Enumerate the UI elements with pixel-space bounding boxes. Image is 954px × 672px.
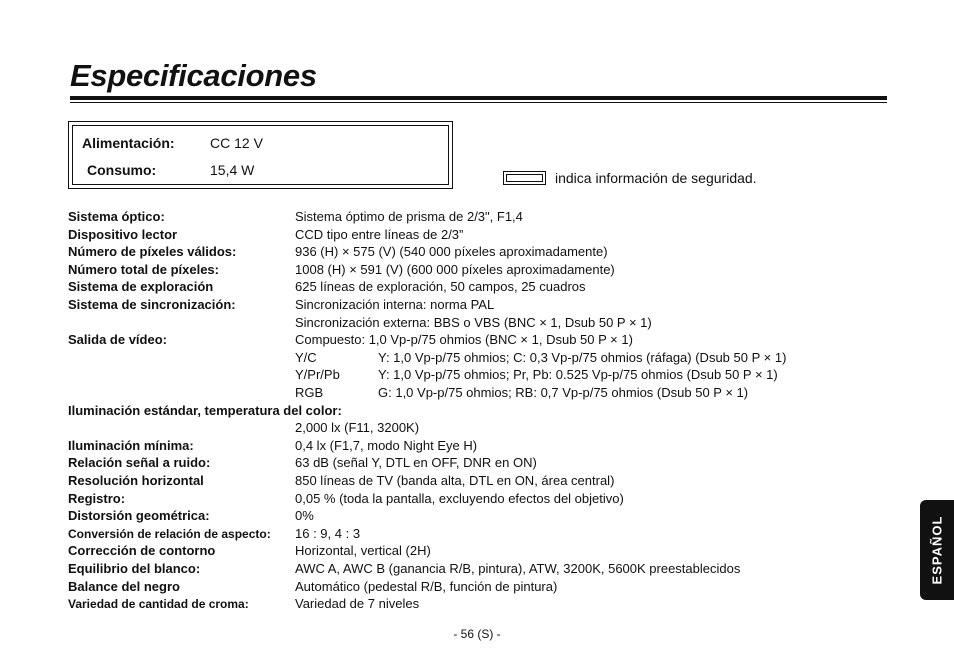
- spec-label: Registro:: [68, 490, 126, 506]
- spec-value: Automático (pedestal R/B, función de pintura): [295, 578, 558, 594]
- spec-value: AWC A, AWC B (ganancia R/B, pintura), ATW, 3200K, 5600K preestablecidos: [295, 561, 741, 576]
- spec-sub-label: Y/Pr/Pb: [295, 367, 340, 383]
- spec-label: Corrección de contorno: [68, 543, 216, 559]
- spec-value: 850 líneas de TV (banda alta, DTL en ON, área central): [295, 473, 615, 488]
- safety-note: indica información de seguridad.: [555, 170, 757, 186]
- spec-label: Distorsión geométrica:: [68, 508, 210, 524]
- spec-value: 0,05 % (toda la pantalla, excluyendo efectos del objetivo): [295, 490, 624, 506]
- spec-label: Resolución horizontal: [68, 473, 204, 488]
- spec-value: Horizontal, vertical (2H): [295, 543, 431, 559]
- spec-label: Relación señal a ruido:: [68, 455, 211, 471]
- language-tab-label: ESPAÑOL: [929, 515, 945, 585]
- spec-value: CCD tipo entre líneas de 2/3”: [295, 226, 464, 242]
- spec-label: Variedad de cantidad de croma:: [68, 597, 249, 612]
- spec-label: Sistema de exploración: [68, 279, 214, 295]
- spec-value: 625 líneas de exploración, 50 campos, 25 cuadros: [295, 279, 586, 295]
- spec-sub-label: Y/C: [295, 349, 317, 365]
- spec-label: Balance del negro: [68, 578, 180, 594]
- spec-sub-label: RGB: [295, 385, 324, 400]
- spec-sub-value: Y: 1,0 Vp-p/75 ohmios; Pr, Pb: 0.525 Vp-p/75 ohmios (Dsub 50 P × 1): [378, 367, 778, 383]
- spec-label: Iluminación mínima:: [68, 437, 194, 453]
- title-rule-thin: [70, 102, 887, 103]
- spec-value: Sincronización interna: norma PAL: [295, 297, 495, 312]
- spec-label: Sistema óptico:: [68, 209, 165, 224]
- spec-label: Número total de píxeles:: [68, 261, 219, 277]
- safety-symbol-icon: [503, 171, 546, 185]
- spec-value: 0%: [295, 508, 314, 524]
- spec-value: Compuesto: 1,0 Vp-p/75 ohmios (BNC × 1, Dsub 50 P × 1): [295, 332, 633, 348]
- consumo-value: 15,4 W: [210, 162, 255, 178]
- spec-value: 2,000 lx (F11, 3200K): [295, 420, 420, 436]
- spec-label: Salida de vídeo:: [68, 332, 167, 348]
- alimentacion-value: CC 12 V: [210, 135, 263, 151]
- spec-value: Sincronización externa: BBS o VBS (BNC × 1, Dsub 50 P × 1): [295, 314, 652, 330]
- spec-value: 0,4 lx (F1,7, modo Night Eye H): [295, 437, 478, 453]
- spec-value: 936 (H) × 575 (V) (540 000 píxeles aproximadamente): [295, 244, 608, 260]
- spec-label: Sistema de sincronización:: [68, 297, 236, 312]
- alimentacion-label: Alimentación:: [82, 135, 175, 151]
- power-box: [68, 121, 453, 189]
- spec-sub-value: Y: 1,0 Vp-p/75 ohmios; C: 0,3 Vp-p/75 ohmios (ráfaga) (Dsub 50 P × 1): [378, 349, 787, 365]
- spec-value: Sistema óptimo de prisma de 2/3", F1,4: [295, 209, 523, 224]
- spec-label: Dispositivo lector: [68, 226, 178, 242]
- page-title: Especificaciones: [70, 58, 317, 93]
- spec-value: Variedad de 7 niveles: [295, 596, 420, 612]
- spec-value: 16 : 9, 4 : 3: [295, 525, 361, 541]
- spec-label: Número de píxeles válidos:: [68, 244, 237, 260]
- page-number: - 56 (S) -: [453, 627, 501, 641]
- spec-sub-value: G: 1,0 Vp-p/75 ohmios; RB: 0,7 Vp-p/75 ohmios (Dsub 50 P × 1): [378, 385, 749, 400]
- language-tab: [920, 500, 954, 600]
- title-rule-thick: [70, 96, 887, 100]
- spec-label: Iluminación estándar, temperatura del color:: [68, 402, 342, 418]
- spec-label: Equilibrio del blanco:: [68, 561, 201, 576]
- spec-value: 63 dB (señal Y, DTL en OFF, DNR en ON): [295, 455, 537, 471]
- consumo-label: Consumo:: [87, 162, 157, 178]
- spec-value: 1008 (H) × 591 (V) (600 000 píxeles aproximadamente): [295, 261, 615, 277]
- spec-label: Conversión de relación de aspecto:: [68, 526, 271, 541]
